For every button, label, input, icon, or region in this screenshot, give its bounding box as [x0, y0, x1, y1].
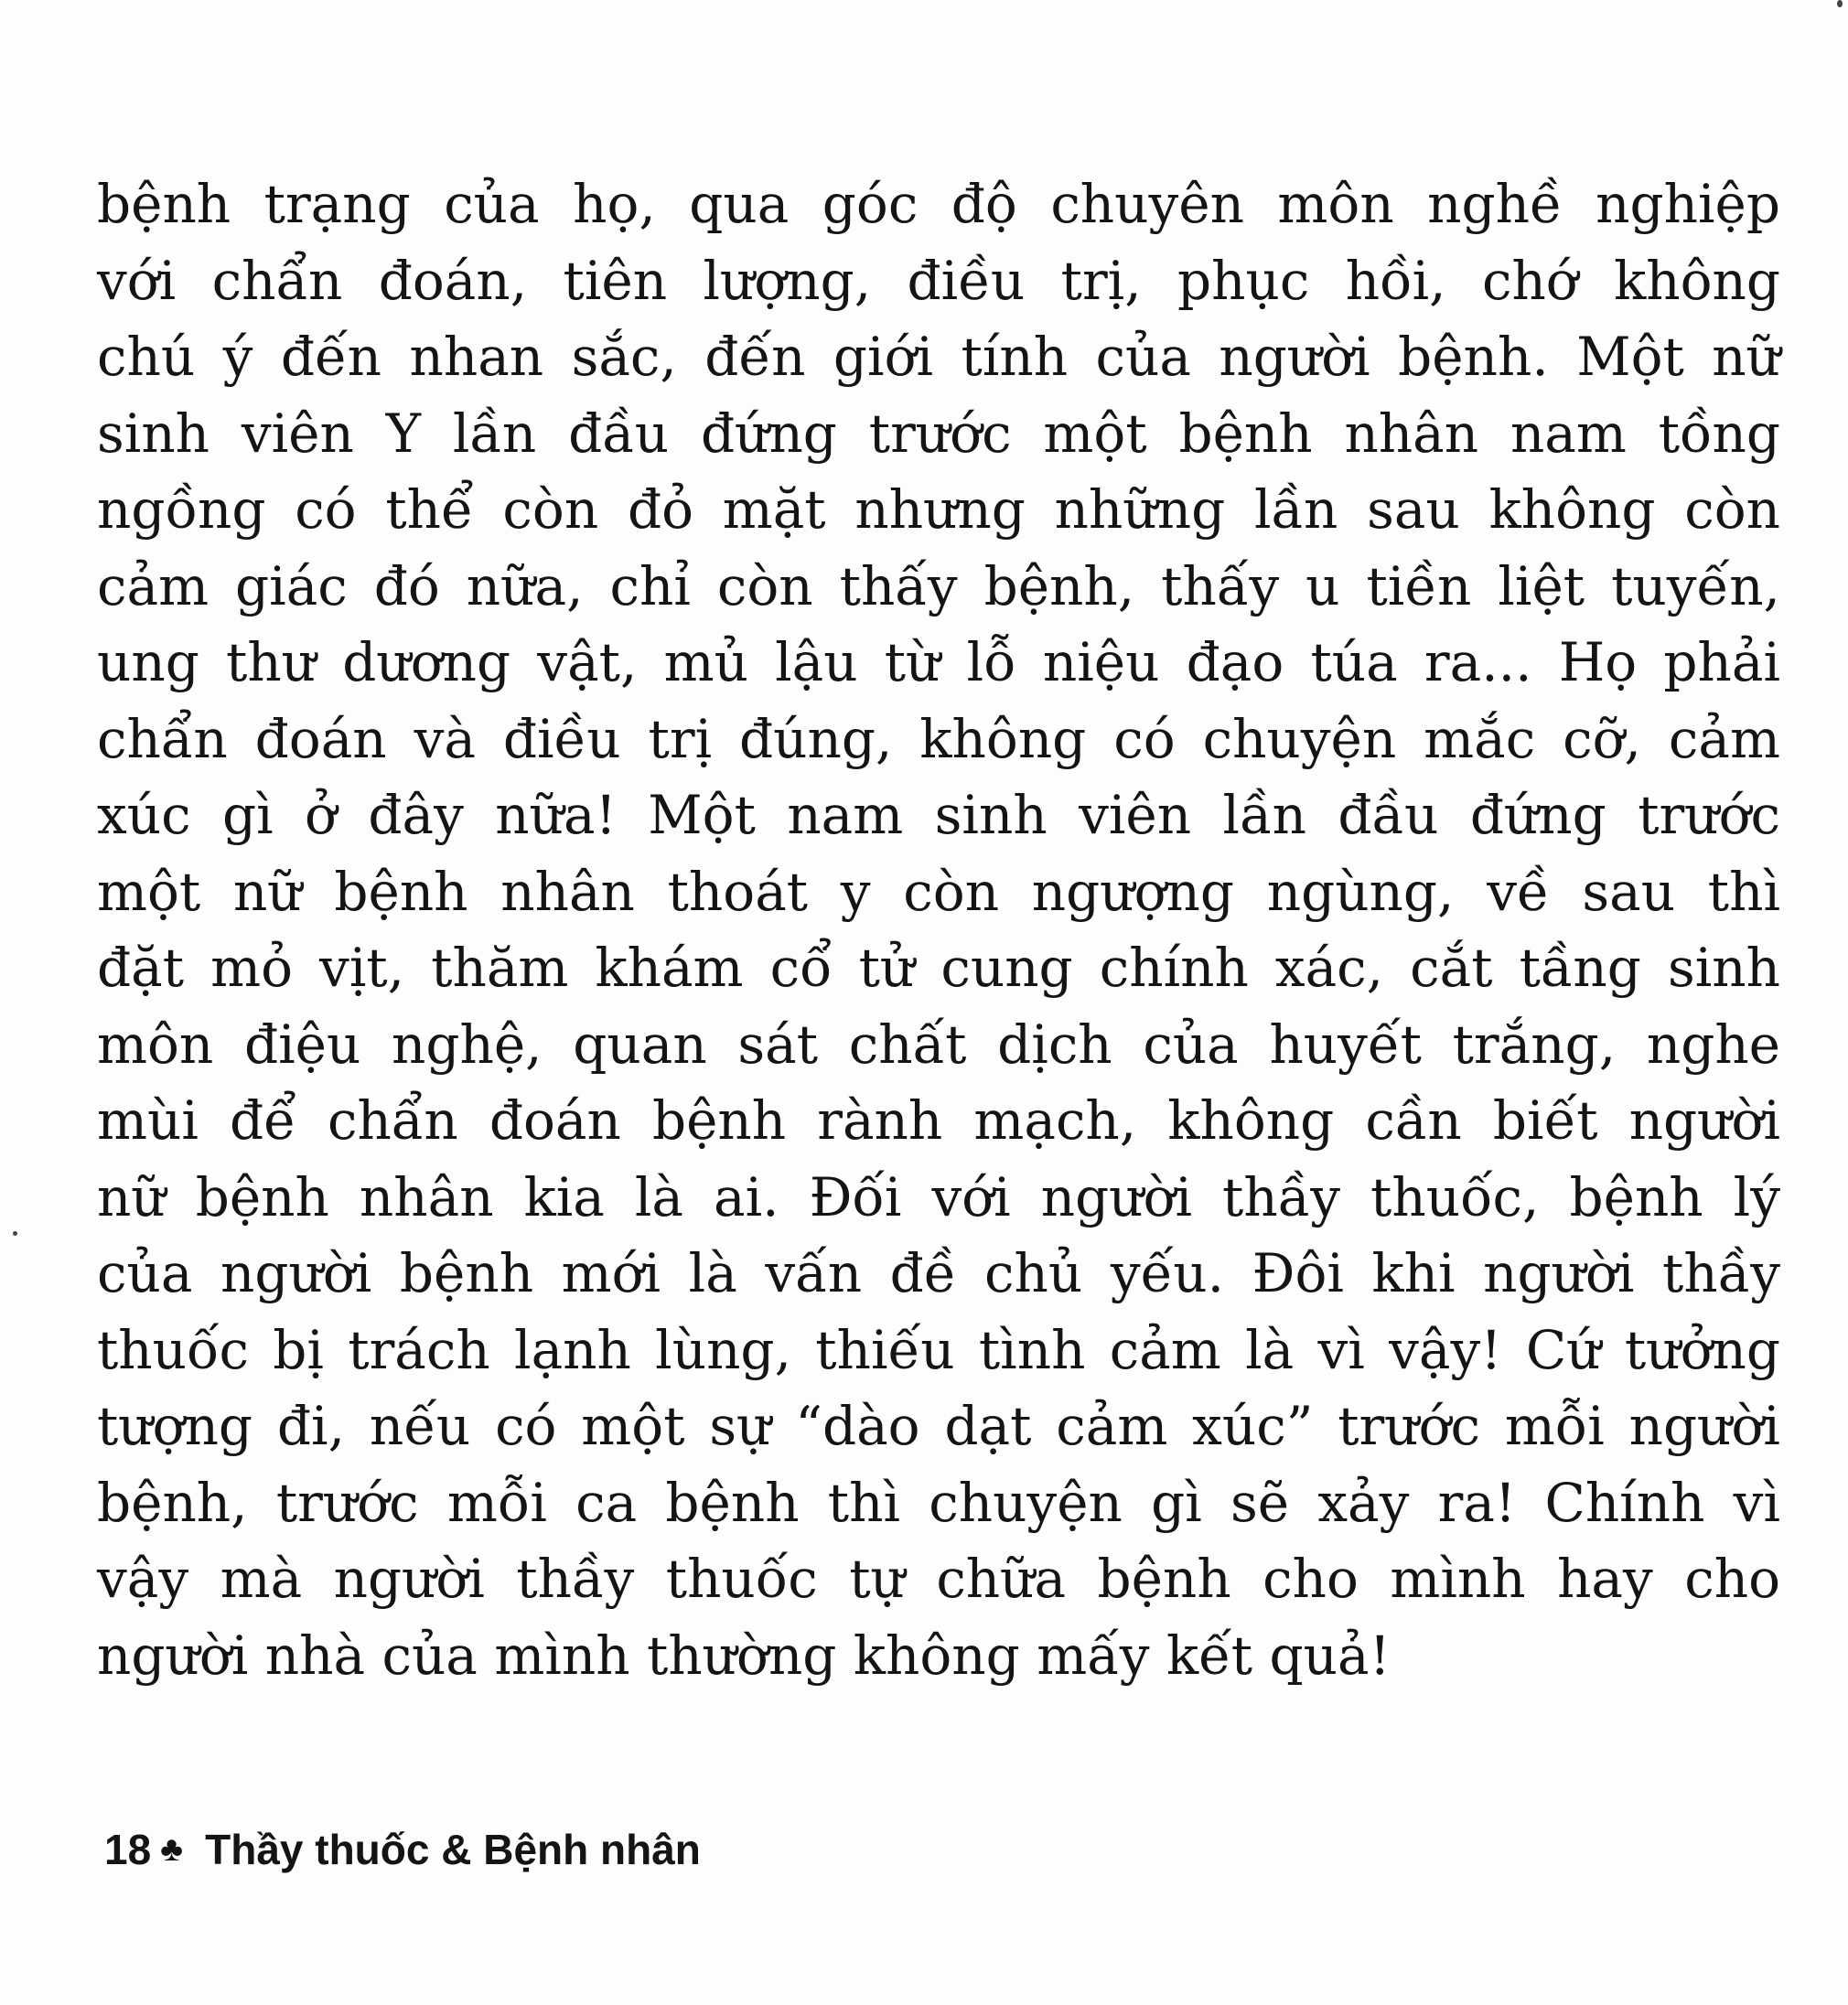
text-line: thuốc bị trách lạnh lùng, thiếu tình cảm là vì vậy! Cứ tưởng [97, 1318, 1780, 1381]
page-number: 18 [104, 1826, 152, 1873]
club-icon: ♣ [160, 1830, 184, 1869]
text-line: môn điệu nghệ, quan sát chất dịch của huyết trắng, nghe [97, 1013, 1780, 1076]
text-line: bệnh trạng của họ, qua góc độ chuyên môn nghề nghiệp [97, 173, 1780, 235]
text-line: người nhà của mình thường không mấy kết quả! [97, 1624, 1391, 1687]
text-line: mùi để chẩn đoán bệnh rành mạch, không cần biết người [97, 1089, 1780, 1152]
scan-speck [13, 1231, 17, 1236]
text-line: bệnh, trước mỗi ca bệnh thì chuyện gì sẽ xảy ra! Chính vì [97, 1471, 1780, 1534]
body-paragraph [97, 166, 1780, 1694]
text-line: với chẩn đoán, tiên lượng, điều trị, phục hồi, chớ không [97, 249, 1780, 312]
text-line: ung thư dương vật, mủ lậu từ lỗ niệu đạo túa ra... Họ phải [97, 631, 1780, 693]
text-line: đặt mỏ vịt, thăm khám cổ tử cung chính xác, cắt tầng sinh [97, 937, 1780, 999]
page-footer [104, 1820, 701, 1879]
text-line: chẩn đoán và điều trị đúng, không có chuyện mắc cỡ, cảm [97, 707, 1780, 770]
scan-speck [1837, 0, 1843, 7]
text-line: vậy mà người thầy thuốc tự chữa bệnh cho mình hay cho [97, 1548, 1780, 1610]
text-line: ngồng có thể còn đỏ mặt nhưng những lần sau không còn [97, 478, 1780, 541]
text-line: cảm giác đó nữa, chỉ còn thấy bệnh, thấy u tiền liệt tuyến, [97, 554, 1780, 617]
text-line: xúc gì ở đây nữa! Một nam sinh viên lần đầu đứng trước [97, 784, 1780, 846]
text-line: tượng đi, nếu có một sự “dào dạt cảm xúc” trước mỗi người [97, 1395, 1780, 1457]
text-line: của người bệnh mới là vấn đề chủ yếu. Đôi khi người thầy [97, 1242, 1780, 1304]
text-line: một nữ bệnh nhân thoát y còn ngượng ngùng, về sau thì [97, 860, 1780, 923]
text-line: sinh viên Y lần đầu đứng trước một bệnh nhân nam tồng [97, 402, 1780, 465]
text-line: nữ bệnh nhân kia là ai. Đối với người thầy thuốc, bệnh lý [97, 1165, 1780, 1228]
running-title: Thầy thuốc & Bệnh nhân [205, 1826, 701, 1873]
text-line: chú ý đến nhan sắc, đến giới tính của người bệnh. Một nữ [97, 326, 1780, 388]
